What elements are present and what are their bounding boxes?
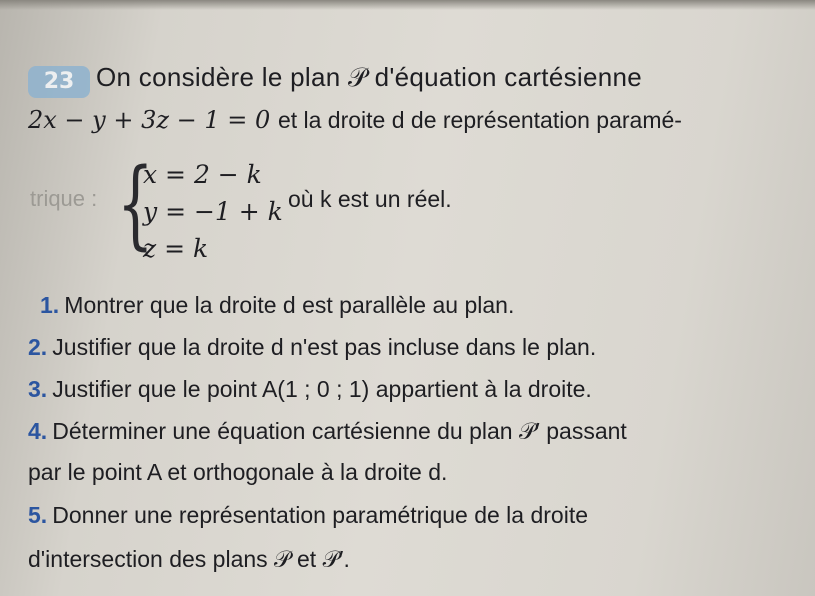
question-3-text: Justifier que le point A(1 ; 0 ; 1) appartient à la droite. [52, 376, 592, 402]
question-4-line2: par le point A et orthogonale à la droite d. [28, 459, 448, 485]
question-5-text: Donner une représentation paramétrique de la droite [52, 502, 589, 528]
page-edge-shadow [0, 0, 815, 10]
question-1 [40, 292, 514, 319]
system-suffix: où k est un réel. [288, 186, 452, 212]
question-4-line1 [28, 418, 627, 445]
question-5-number: 5. [28, 502, 48, 528]
question-3 [28, 376, 592, 403]
plane-equation: 2x − y + 3z − 1 = 0 [28, 106, 271, 134]
question-3-number: 3. [28, 376, 48, 402]
question-2-text: Justifier que la droite d n'est pas incluse dans le plan. [52, 334, 597, 360]
question-5-line1 [28, 502, 588, 529]
exercise-number-badge: 23 [28, 66, 90, 98]
question-4-text: Déterminer une équation cartésienne du plan 𝒫′ passant [52, 418, 627, 444]
system-line-x: x = 2 − k [143, 160, 262, 189]
system-brace: { [117, 148, 154, 260]
intro-line2-text: et la droite d de représentation paramé- [277, 107, 682, 133]
exercise-intro-line2 [28, 106, 682, 134]
question-1-text: Montrer que la droite d est parallèle au plan. [64, 292, 515, 318]
exercise-intro-line1: On considère le plan 𝒫 d'équation cartésienne [96, 62, 642, 92]
system-line-y: y = −1 + k [143, 197, 283, 226]
question-4-number: 4. [28, 418, 48, 444]
question-2-number: 2. [28, 334, 48, 360]
intro-line3-prefix: trique : [30, 186, 98, 211]
question-1-number: 1. [40, 292, 60, 318]
system-line-z: z = k [143, 234, 209, 263]
question-2 [28, 334, 596, 361]
question-5-line2: d'intersection des plans 𝒫 et 𝒫′. [28, 546, 350, 572]
